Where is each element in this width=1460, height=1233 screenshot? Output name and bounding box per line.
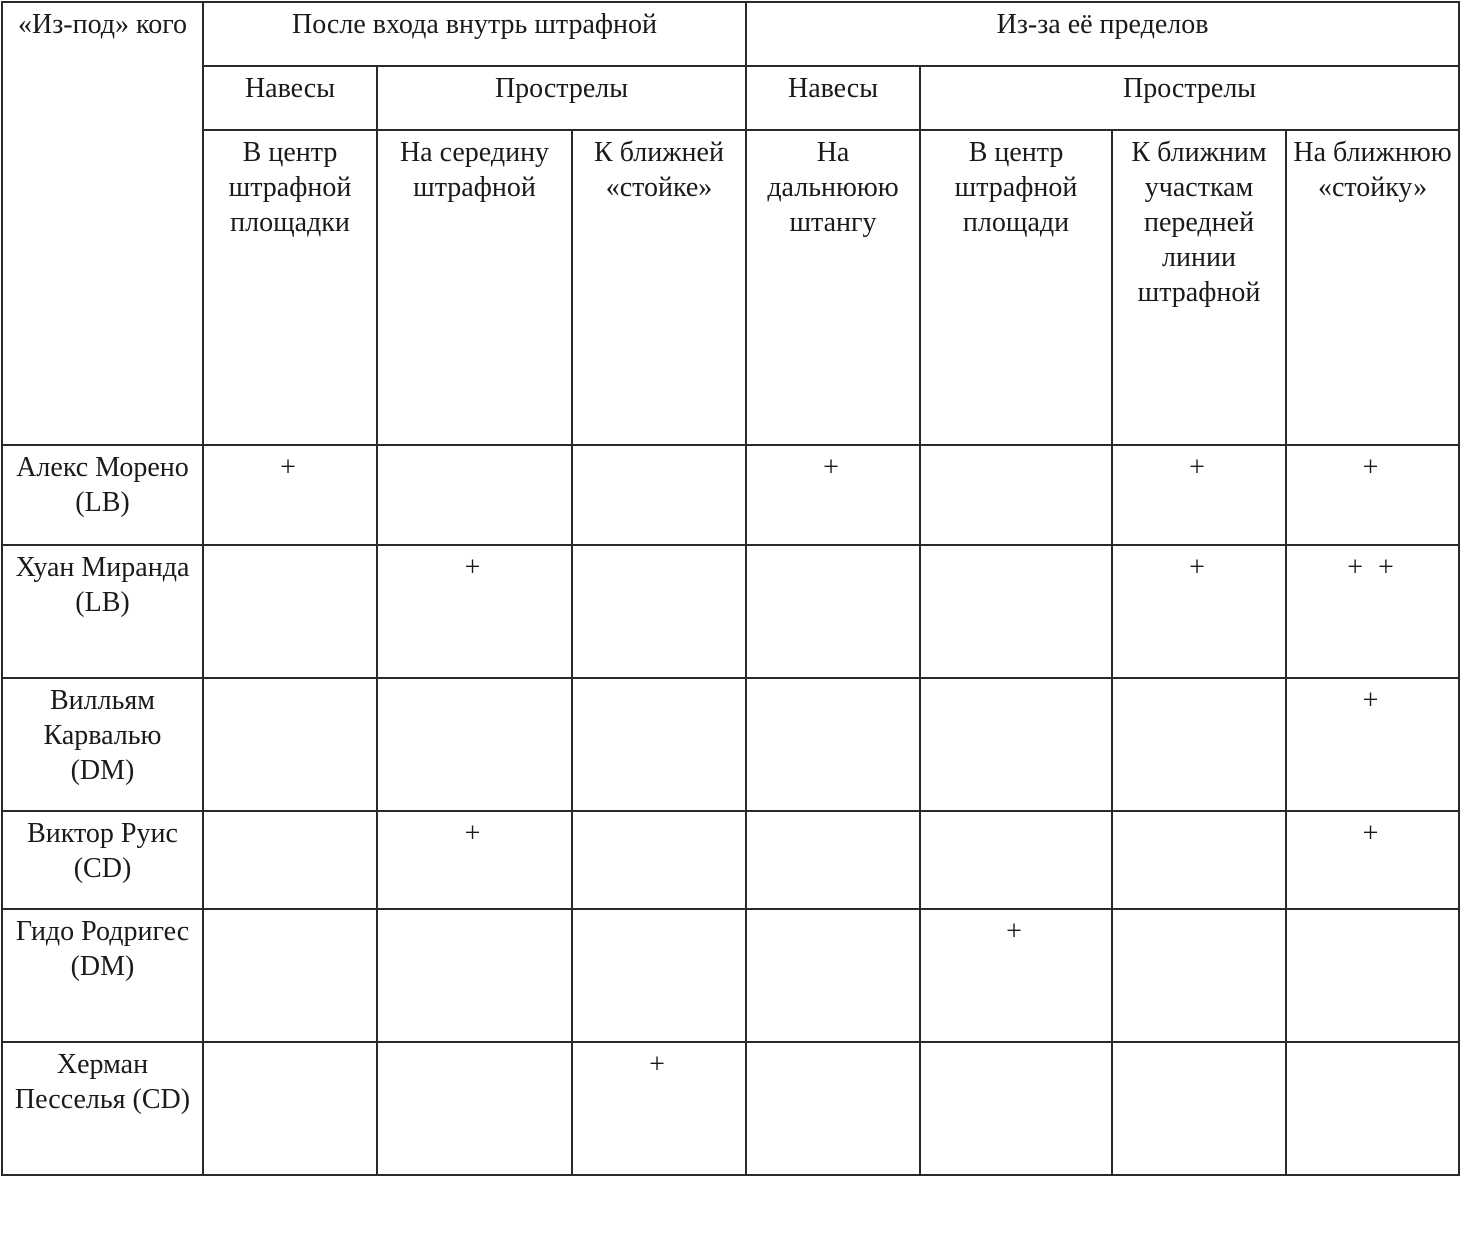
mark-cell	[1286, 678, 1459, 811]
mark-cell	[920, 1042, 1112, 1175]
mark-cell	[377, 678, 572, 811]
player-cell: Вилльям Карвалью (DM)	[2, 678, 203, 811]
mark-cell	[1286, 1042, 1459, 1175]
mark: +	[1362, 818, 1383, 849]
mark-cell	[572, 909, 746, 1042]
mark-cell	[746, 445, 920, 545]
player-cell: Гидо Родригес (DM)	[2, 909, 203, 1042]
mark: +	[1189, 452, 1209, 483]
mark-cell	[920, 678, 1112, 811]
mark: +	[1189, 552, 1209, 583]
mark-cell	[377, 909, 572, 1042]
mark-cell	[746, 811, 920, 909]
player-cell: Херман Песселья (CD)	[2, 1042, 203, 1175]
mark-cell	[203, 545, 377, 678]
table-row	[2, 678, 1459, 811]
mark-cell	[203, 678, 377, 811]
mark-cell	[1112, 909, 1286, 1042]
mark-cell	[377, 545, 572, 678]
mark: +	[1006, 916, 1026, 947]
table-row	[2, 445, 1459, 545]
player-cell: Алекс Морено (LB)	[2, 445, 203, 545]
mark-cell	[203, 811, 377, 909]
subgroup-header: Прострелы	[377, 66, 746, 130]
table-row	[2, 909, 1459, 1042]
mark: +	[1362, 452, 1383, 483]
mark-cell	[920, 545, 1112, 678]
mark-cell	[377, 445, 572, 545]
column-header: В центр штрафной площади	[920, 130, 1112, 445]
mark-cell	[203, 909, 377, 1042]
mark-cell	[572, 445, 746, 545]
mark: +	[280, 452, 300, 483]
mark-cell	[746, 545, 920, 678]
player-cell: Виктор Руис (CD)	[2, 811, 203, 909]
corner-header: «Из-под» кого	[2, 2, 203, 445]
mark-cell	[1286, 445, 1459, 545]
mark: +	[464, 818, 485, 849]
mark: + +	[1347, 552, 1398, 583]
mark-cell	[377, 811, 572, 909]
mark-cell	[377, 1042, 572, 1175]
mark-cell	[572, 1042, 746, 1175]
mark-cell	[1112, 445, 1286, 545]
subgroup-header: Навесы	[746, 66, 920, 130]
mark-cell	[1286, 545, 1459, 678]
group-header-outside: Из-за её пределов	[746, 2, 1459, 66]
column-header: На середину штрафной	[377, 130, 572, 445]
table-row	[2, 545, 1459, 678]
header-row-subgroups	[2, 66, 1459, 130]
mark-cell	[203, 445, 377, 545]
mark: +	[1362, 685, 1383, 716]
mark: +	[649, 1049, 669, 1080]
mark-cell	[746, 678, 920, 811]
subgroup-header: Навесы	[203, 66, 377, 130]
column-header: На ближнюю «стойку»	[1286, 130, 1459, 445]
mark-cell	[1112, 678, 1286, 811]
column-header: К ближним участкам передней линии штрафной	[1112, 130, 1286, 445]
mark: +	[464, 552, 485, 583]
header-row-groups	[2, 2, 1459, 66]
mark-cell	[1112, 811, 1286, 909]
mark-cell	[203, 1042, 377, 1175]
mark: +	[823, 452, 843, 483]
mark-cell	[1112, 1042, 1286, 1175]
table-row	[2, 811, 1459, 909]
group-header-inside: После входа внутрь штрафной	[203, 2, 746, 66]
player-cell: Хуан Миранда (LB)	[2, 545, 203, 678]
column-header: К ближней «стойке»	[572, 130, 746, 445]
mark-cell	[746, 909, 920, 1042]
mark-cell	[920, 445, 1112, 545]
mark-cell	[572, 811, 746, 909]
mark-cell	[746, 1042, 920, 1175]
subgroup-header: Прострелы	[920, 66, 1459, 130]
table-row	[2, 1042, 1459, 1175]
column-header: В центр штрафной площадки	[203, 130, 377, 445]
mark-cell	[1286, 811, 1459, 909]
mark-cell	[572, 545, 746, 678]
crosses-table	[1, 1, 1460, 1176]
mark-cell	[920, 909, 1112, 1042]
mark-cell	[920, 811, 1112, 909]
column-header: На дальнююю штангу	[746, 130, 920, 445]
mark-cell	[1286, 909, 1459, 1042]
mark-cell	[1112, 545, 1286, 678]
mark-cell	[572, 678, 746, 811]
header-row-columns	[2, 130, 1459, 445]
